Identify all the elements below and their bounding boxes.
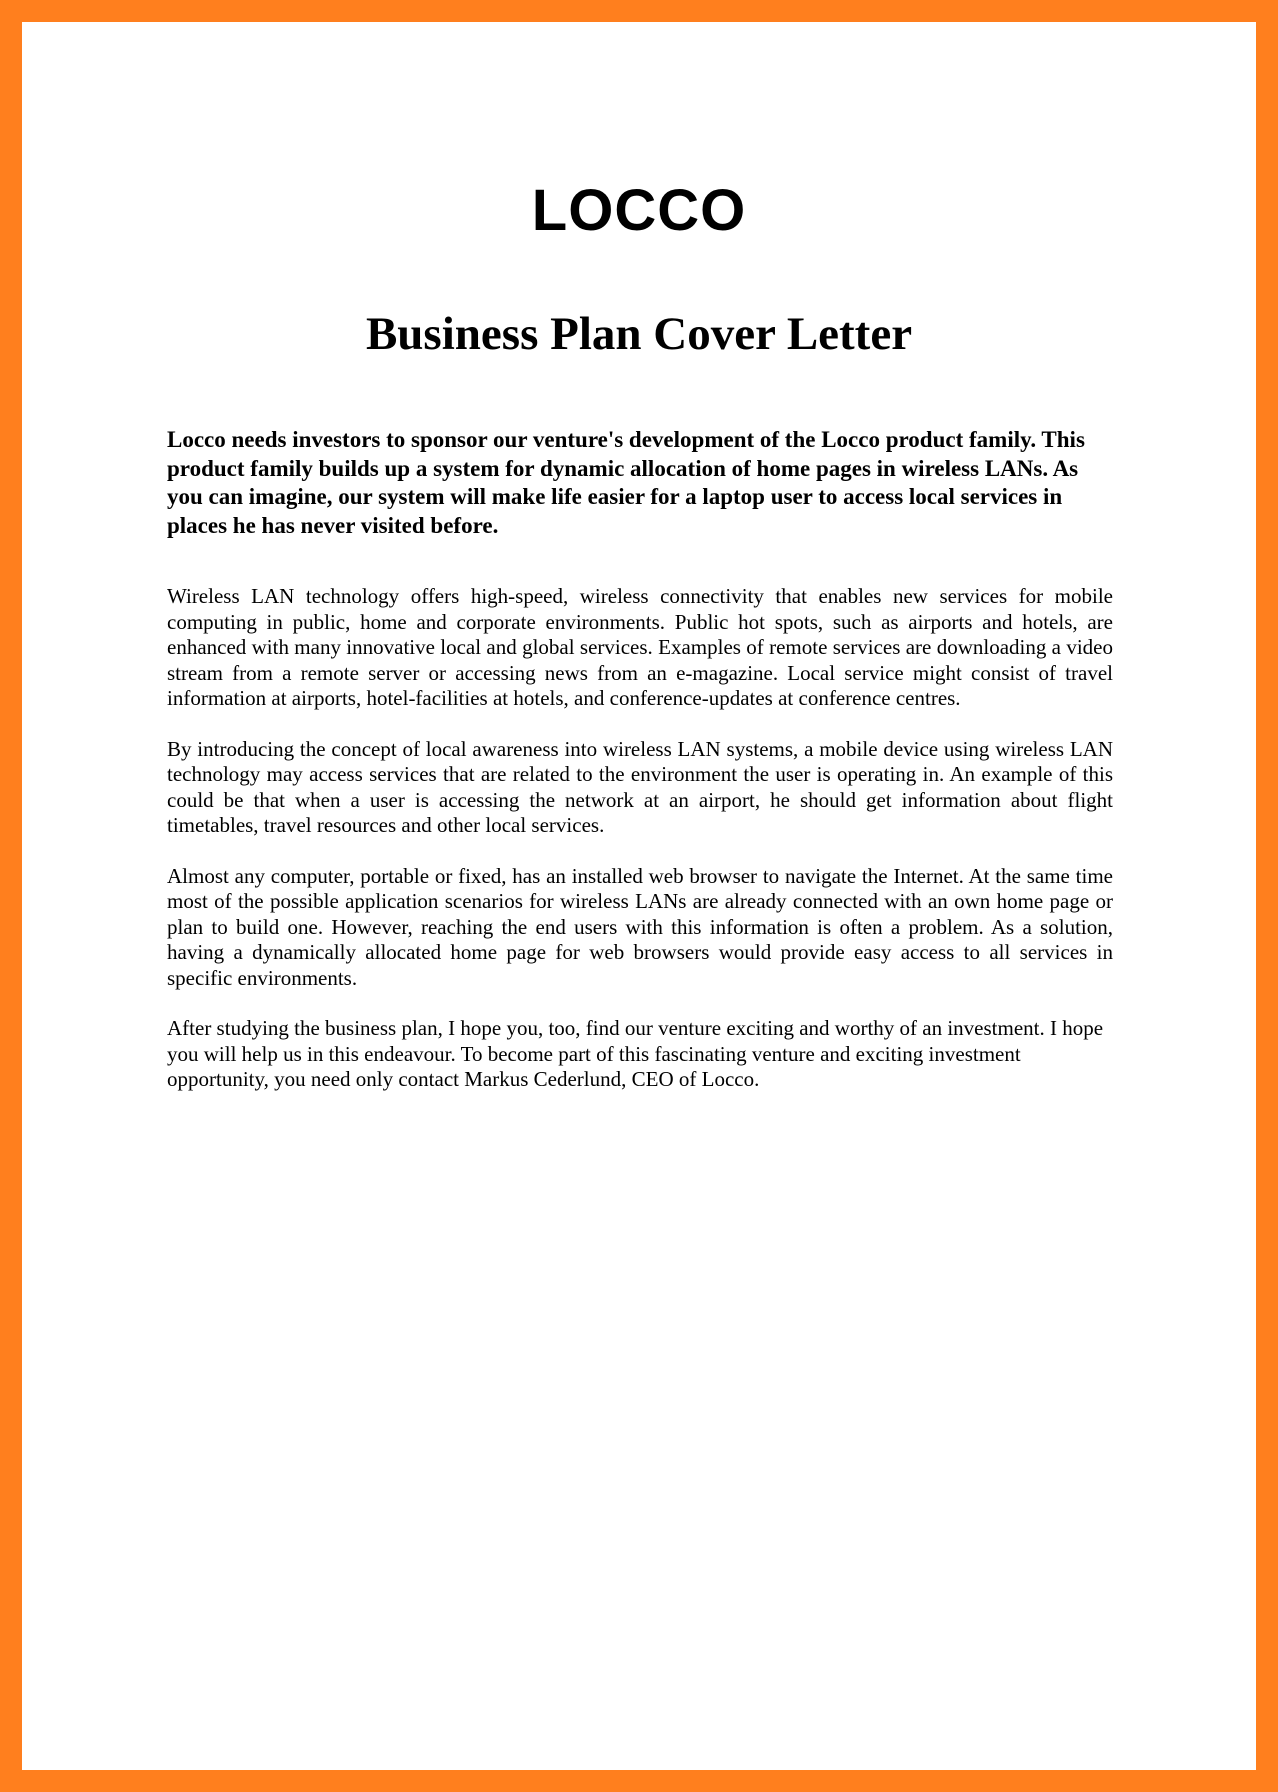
body-paragraph-3: Almost any computer, portable or fixed, has an installed web browser to navigate the Internet. At the same time most of the possible application scenarios for wireless LANs are already connected with an own home page or plan to build one. However, reaching the end users with this information is often a problem. As a solution, having a dynamically allocated home page for web browsers would provide easy access to all services in specific environments.	[167, 863, 1113, 990]
company-logo-text: LOCCO	[531, 178, 747, 243]
document-title: Business Plan Cover Letter	[365, 308, 913, 360]
body-paragraph-1: Wireless LAN technology offers high-speed, wireless connectivity that enables new services for mobile computing in public, home and corporate environments. Public hot spots, such as airports and hotels, are enhanced with many innovative local and global services. Examples of remote services are downloading a video stream from a remote server or accessing news from an e-magazine. Local service might consist of travel information at airports, hotel-facilities at hotels, and conference-updates at conference centres.	[167, 584, 1113, 710]
body-paragraph-4: After studying the business plan, I hope you, too, find our venture exciting and worthy of an investment. I hope you will help us in this endeavour. To become part of this fascinating venture and exciting investment opportunity, you need only contact Markus Cederlund, CEO of Locco.	[167, 1016, 1104, 1091]
body-paragraph-2: By introducing the concept of local awareness into wireless LAN systems, a mobile device using wireless LAN technology may access services that are related to the environment the user is operating in. An example of this could be that when a user is accessing the network at an airport, he should get information about flight timetables, travel resources and other local services.	[167, 736, 1113, 837]
letter-body	[167, 426, 1113, 1118]
intro-paragraph: Locco needs investors to sponsor our venture's development of the Locco product family. This product family builds up a system for dynamic allocation of home pages in wireless LANs. As you can imagine, our system will make life easier for a laptop user to access local services in places he has never visited before.	[167, 427, 1085, 538]
